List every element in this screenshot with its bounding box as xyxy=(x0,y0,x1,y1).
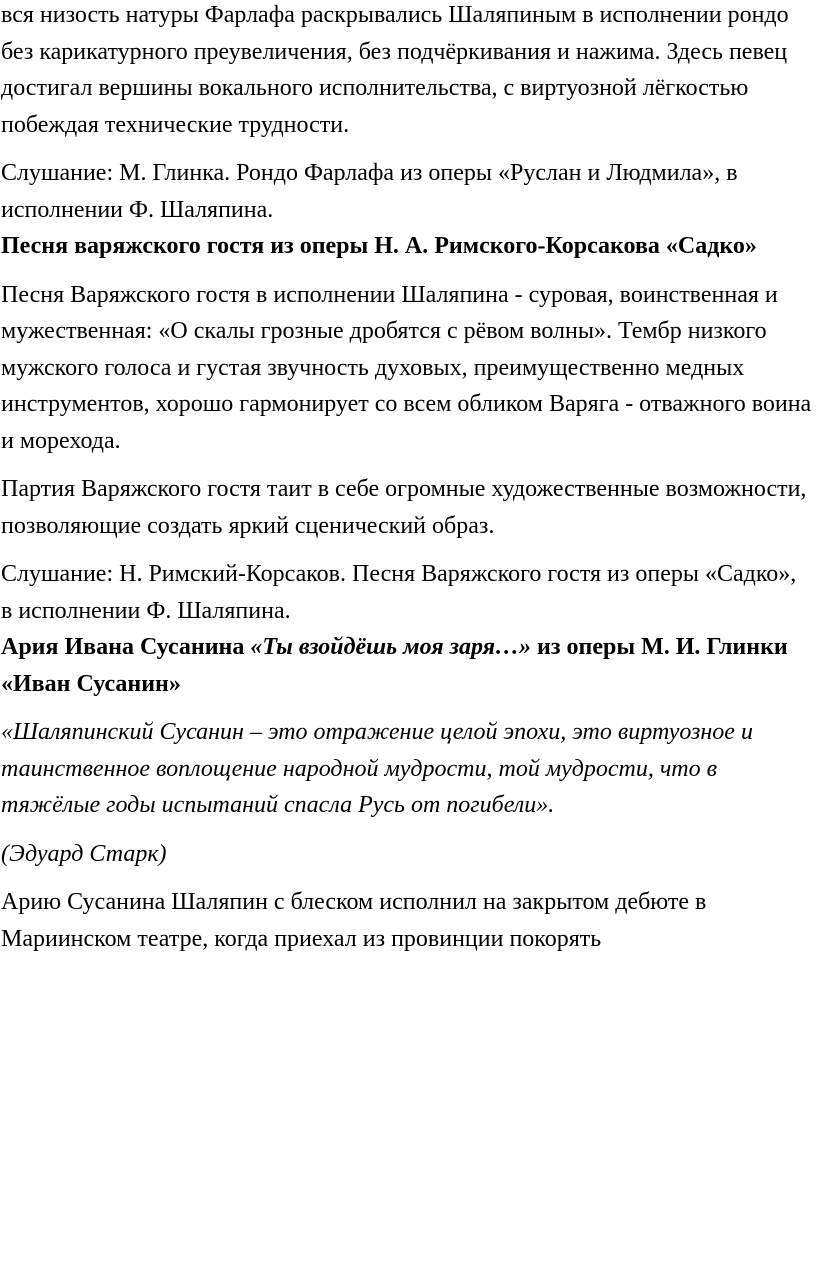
heading-susanin-part-1: Ария Ивана Сусанина xyxy=(1,634,251,660)
paragraph-varangian-guest-2: Партия Варяжского гостя таит в себе огромные художественные возможности, позволяющие создать яркий сценический образ. xyxy=(1,476,807,539)
listening-farlaf-rondo: Слушание: М. Глинка. Рондо Фарлафа из оперы «Руслан и Людмила», в исполнении Ф. Шаляпина. xyxy=(1,160,738,223)
paragraph-farlaf-description: вся низость натуры Фарлафа раскрывались Шаляпиным в исполнении рондо без карикатурного преувеличения, без подчёркивания и нажима. Здесь певец достигал вершины вокального исполнительства, с виртуозной лёгкостью побеждая технические трудности. xyxy=(1,2,789,138)
listening-varangian-guest-song: Слушание: Н. Римский-Корсаков. Песня Варяжского гостя из оперы «Садко», в исполнении Ф. Шаляпина. xyxy=(1,561,797,624)
quote-author: (Эдуард Старк) xyxy=(1,840,167,867)
paragraph-varangian-guest-1: Песня Варяжского гостя в исполнении Шаляпина - суровая, воинственная и мужественная: «О скалы грозные дробятся с рёвом волны». Тембр низкого мужского голоса и густая звучность духовых, преимущественно медных инструментов, хорошо гармонирует со всем обликом Варяга - отважного воина и морехода. xyxy=(1,281,812,454)
heading-susanin-aria-title: «Ты взойдёшь моя заря…» xyxy=(250,634,532,660)
document-page xyxy=(1,0,813,957)
paragraph-susanin-debut: Арию Сусанина Шаляпин с блеском исполнил на закрытом дебюте в Мариинском театре, когда приехал из провинции покорять xyxy=(1,889,707,952)
heading-susanin-aria xyxy=(1,629,813,702)
quote-susanin: «Шаляпинский Сусанин – это отражение целой эпохи, это виртуозное и таинственное воплощение народной мудрости, той мудрости, что в тяжёлые годы испытаний спасла Русь от погибели». xyxy=(1,719,753,818)
heading-varangian-guest-song: Песня варяжского гостя из оперы Н. А. Римского-Корсакова «Садко» xyxy=(1,233,757,259)
heading-susanin-part-2: из оперы М. И. Глинки «Иван Сусанин» xyxy=(1,634,788,697)
